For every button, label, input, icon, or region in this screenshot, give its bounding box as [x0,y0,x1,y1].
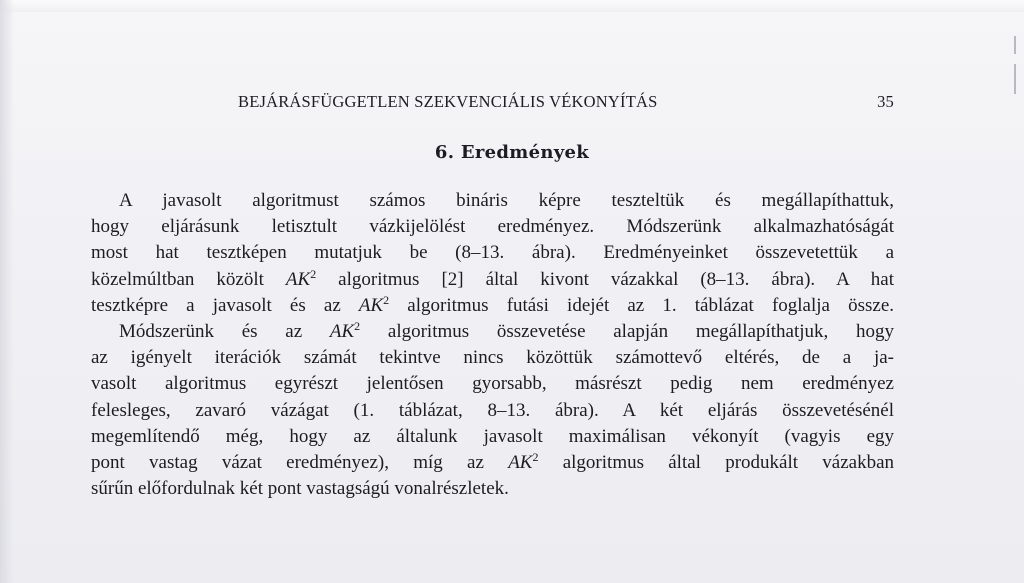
paragraph-2-line-6 [91,450,894,476]
paragraph-1-line-1: A javasolt algoritmust számos bináris képre teszteltük és megállapíthattuk, [119,190,894,211]
paragraph-1-line-2: hogy eljárásunk letisztult vázkijelölést eredményez. Módszerünk alkalmazhatóságát [91,216,894,238]
body-text [91,188,894,502]
section-heading: 6. Eredmények [434,142,590,163]
text-fragment: algoritmus [2] által kivont vázakkal (8–13. ábra). A hat [316,268,895,290]
math-ak: AK [329,320,355,342]
paragraph-1-line-3: most hat tesztképen mutatjuk be (8–13. ábra). Eredményeinket összevetettük a [91,242,894,264]
text-fragment: közelmúltban közölt [91,268,286,290]
running-header [238,92,894,116]
paragraph-1-line-5 [91,293,894,319]
math-superscript: 2 [310,266,317,281]
text-fragment: algoritmus futási idejét az 1. táblázat foglalja össze. [389,294,895,316]
paragraph-2-line-5: megemlítendő még, hogy az általunk javasolt maximálisan vékonyít (vagyis egy [91,425,894,447]
paragraph-2-line-1 [91,319,894,345]
paragraph-2-line-3: vasolt algoritmus egyrészt jelentősen gyorsabb, másrészt pedig nem eredményez [91,373,894,395]
math-superscript: 2 [354,318,361,333]
text-fragment: algoritmus által produkált vázakban [538,451,894,473]
text-fragment: Módszerünk és az [119,320,330,342]
running-title: BEJÁRÁSFÜGGETLEN SZEKVENCIÁLIS VÉKONYÍTÁS [238,92,658,111]
paragraph-2-line-4: felesleges, zavaró vázágat (1. táblázat, 8–13. ábra). A két eljárás összevetésénél [91,399,894,421]
page-left-shadow [0,0,14,583]
scan-edge-mark [1014,64,1016,94]
top-margin-strip [0,0,1024,12]
text-fragment: algoritmus összevetése alapján megállapíthatjuk, hogy [360,320,894,342]
math-ak: AK [285,268,311,290]
paragraph-2-line-2: az igényelt iterációk számát tekintve nincs közöttük számottevő eltérés, de a ja- [91,347,894,369]
paragraph-1-line-4 [91,267,894,293]
text-fragment: tesztképre a javasolt és az [91,294,359,316]
scan-edge-mark [1014,36,1016,54]
math-superscript: 2 [383,292,390,307]
paragraph-2-line-7: sűrűn előfordulnak két pont vastagságú vonalrészletek. [91,478,509,500]
math-superscript: 2 [532,449,539,464]
page-number: 35 [877,92,894,111]
math-ak: AK [508,451,533,473]
text-fragment: pont vastag vázat eredményez), míg az [91,451,509,473]
math-ak: AK [358,294,384,316]
